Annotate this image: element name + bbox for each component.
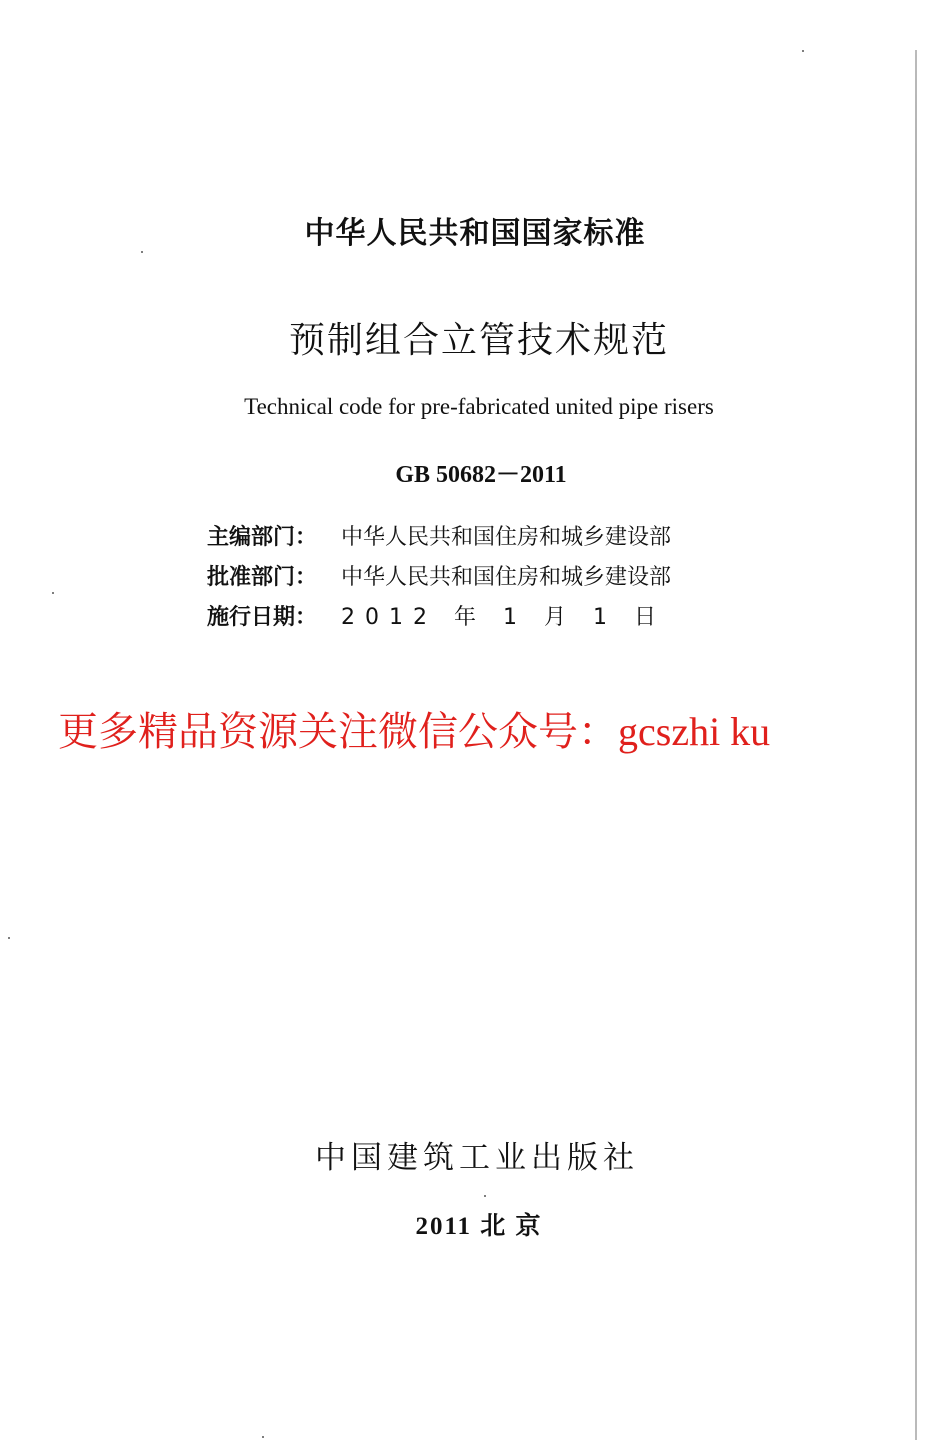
watermark-text: 更多精品资源关注微信公众号：gcszhi ku <box>58 709 771 754</box>
publisher-name: 中国建筑工业出版社 <box>315 1140 639 1176</box>
date-label: 施行日期： <box>207 605 318 630</box>
editor-value: 中华人民共和国住房和城乡建设部 <box>341 525 672 550</box>
scan-speck <box>141 251 143 253</box>
scan-speck <box>52 592 54 594</box>
approver-row <box>207 558 671 598</box>
date-row <box>207 598 671 638</box>
editor-label: 主编部门： <box>207 525 318 550</box>
approver-label: 批准部门： <box>207 565 318 590</box>
document-title-en: Technical code for pre-fabricated united pipe risers <box>244 394 714 419</box>
editor-row <box>207 518 671 558</box>
standard-code: GB 50682－2011 <box>395 462 567 488</box>
approver-value: 中华人民共和国住房和城乡建设部 <box>341 565 672 590</box>
scan-speck <box>802 50 804 52</box>
standard-title: 中华人民共和国国家标准 <box>304 216 646 251</box>
scan-speck <box>262 1436 264 1438</box>
scan-speck <box>484 1195 486 1197</box>
info-block <box>207 518 671 638</box>
date-value: 2012 年 1 月 1 日 <box>341 605 666 630</box>
publication-place-year: 2011 北 京 <box>415 1213 543 1240</box>
document-title-cn: 预制组合立管技术规范 <box>288 320 669 361</box>
scan-speck <box>8 937 10 939</box>
